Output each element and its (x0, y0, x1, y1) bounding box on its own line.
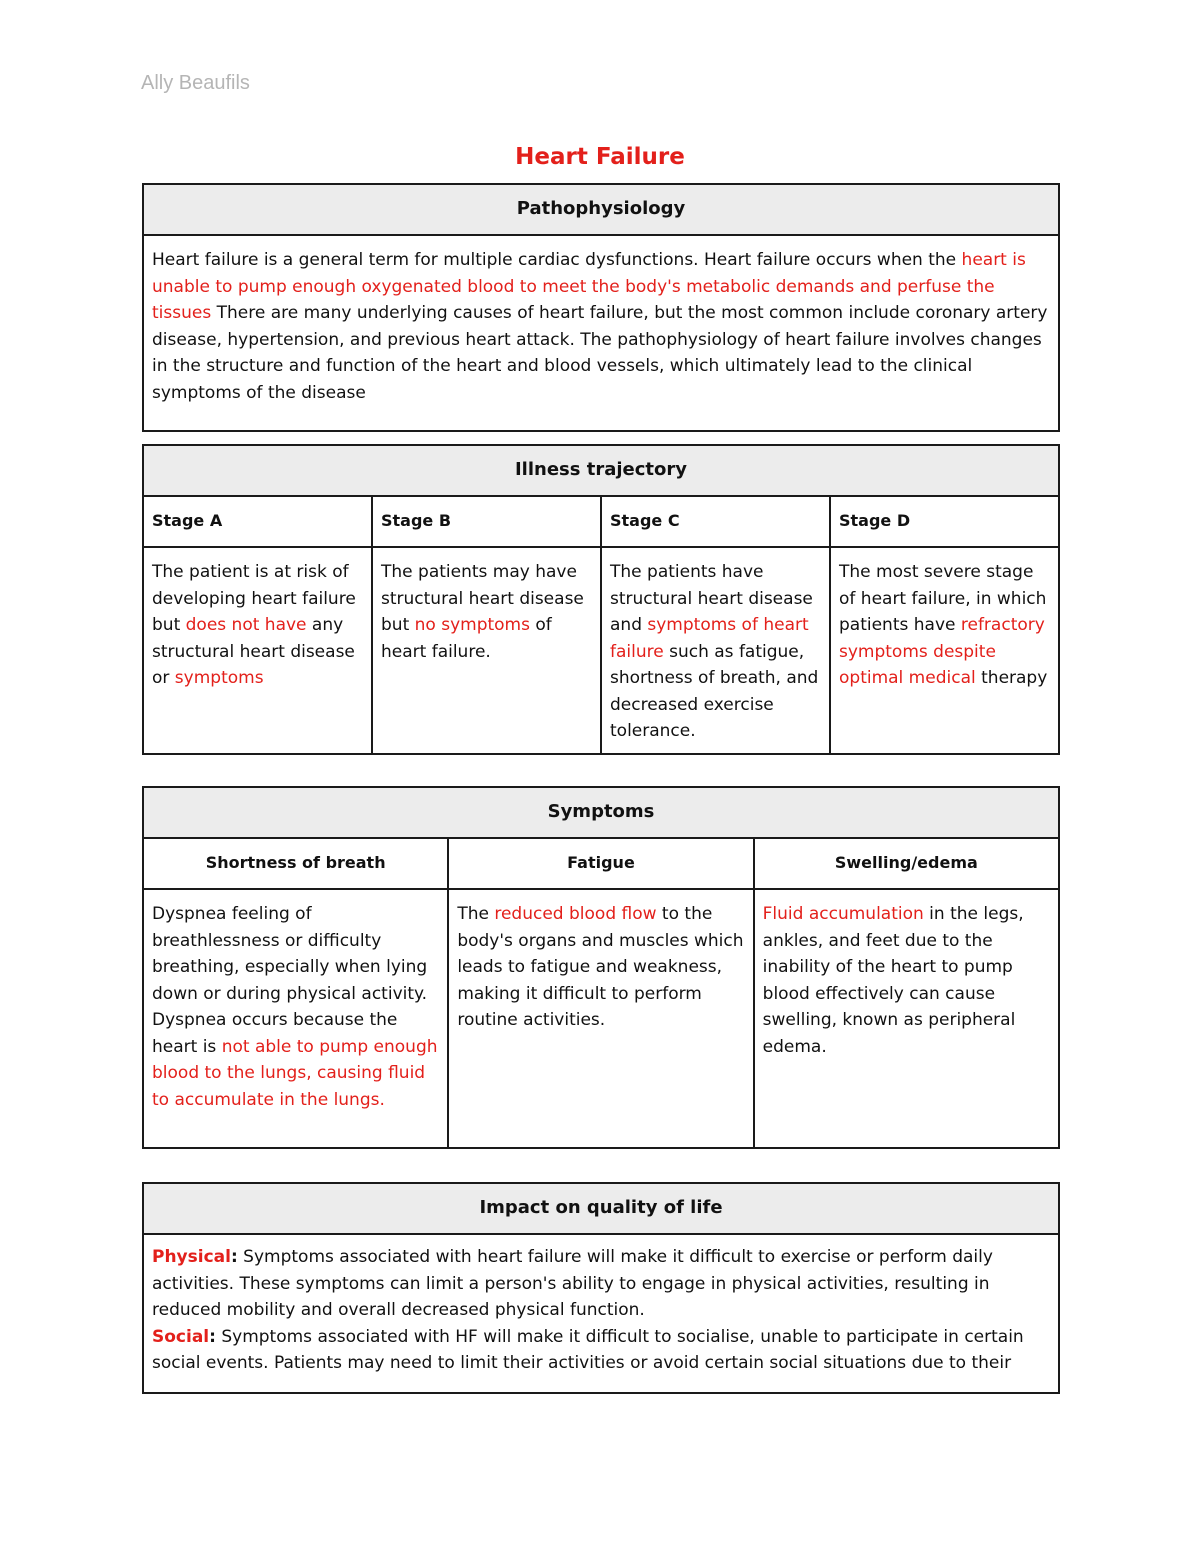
symptom-shortness-of-breath-description (143, 889, 448, 1148)
pathophysiology-text-2: There are many underlying causes of heart failure, but the most common include coronary artery disease, hypertension, and previous heart attack. The pathophysiology of heart failure involves changes in the structure and function of the heart and blood vessels, which ultimately lead to the clinical symptoms of the disease (152, 303, 1048, 403)
stage-b-label: Stage B (372, 496, 601, 547)
pathophysiology-heading: Pathophysiology (143, 184, 1059, 235)
stage-c-description (601, 547, 830, 754)
social-text: Symptoms associated with HF will make it difficult to socialise, unable to participate in certain social events. Patients may need to limit their activities or avoid certain social situations due to their (152, 1326, 1024, 1373)
stage-b-text-1: The patients may have structural heart disease but (381, 562, 584, 635)
physical-text: Symptoms associated with heart failure will make it difficult to exercise or perform daily activities. These symptoms can limit a person's ability to engage in physical activities, resulting in reduced mobility and overall decreased physical function. (152, 1247, 993, 1320)
social-colon: : (209, 1326, 216, 1347)
symptom-swelling-description (754, 889, 1059, 1148)
pathophysiology-body (143, 235, 1059, 431)
trajectory-heading: Illness trajectory (143, 445, 1059, 496)
page-title: Heart Failure (515, 144, 685, 170)
physical-label: Physical (152, 1247, 231, 1267)
sob-text: Dyspnea feeling of breathlessness or difficulty breathing, especially when lying down or during physical activity. Dyspnea occurs because the heart is (152, 904, 428, 1057)
fatigue-text-1: The (457, 904, 495, 924)
quality-heading: Impact on quality of life (143, 1183, 1059, 1234)
stage-d-text-2: therapy (975, 668, 1048, 688)
stage-d-highlight: refractory symptoms despite optimal medical (839, 615, 1045, 688)
quality-table (142, 1182, 1060, 1394)
social-label: Social (152, 1326, 210, 1347)
stage-a-text-2: any structural heart disease or (152, 615, 355, 688)
stage-d-label: Stage D (830, 496, 1059, 547)
stage-a-description (143, 547, 372, 754)
stage-c-text-2: such as fatigue, shortness of breath, and decreased exercise tolerance. (610, 641, 819, 741)
pathophysiology-table (142, 183, 1060, 432)
swelling-highlight: Fluid accumulation (762, 904, 924, 924)
stage-a-label: Stage A (143, 496, 372, 547)
stage-c-text-1: The patients have structural heart disease and (610, 562, 813, 635)
stage-c-highlight: symptoms of heart failure (610, 615, 809, 662)
fatigue-text-2: to the body's organs and muscles which leads to fatigue and weakness, making it difficult to perform routine activities. (457, 904, 744, 1030)
symptom-fatigue-description (448, 889, 753, 1148)
stage-d-description (830, 547, 1059, 754)
pathophysiology-text-1: Heart failure is a general term for multiple cardiac dysfunctions. Heart failure occurs when the (152, 250, 962, 270)
stage-b-text-2: of heart failure. (381, 615, 552, 662)
stage-c-label: Stage C (601, 496, 830, 547)
symptom-swelling-label: Swelling/edema (754, 838, 1059, 889)
pathophysiology-highlight: heart is unable to pump enough oxygenated blood to meet the body's metabolic demands and perfuse the tissues (152, 250, 1026, 323)
stage-a-highlight-1: does not have (185, 615, 307, 635)
stage-a-highlight-2: symptoms (174, 668, 264, 688)
fatigue-highlight: reduced blood flow (494, 904, 657, 924)
stage-d-text-1: The most severe stage of heart failure, in which patients have (839, 562, 1047, 635)
stage-b-description (372, 547, 601, 754)
sob-highlight: not able to pump enough blood to the lungs, causing fluid to accumulate in the lungs. (152, 1036, 438, 1110)
author-name: Ally Beaufils (141, 72, 250, 94)
symptoms-heading: Symptoms (143, 787, 1059, 838)
trajectory-table (142, 444, 1060, 755)
physical-colon: : (230, 1247, 238, 1267)
stage-b-highlight: no symptoms (414, 615, 530, 635)
symptoms-table (142, 786, 1060, 1149)
swelling-text: in the legs, ankles, and feet due to the inability of the heart to pump blood effectively can cause swelling, known as peripheral edema. (762, 904, 1024, 1057)
quality-body (143, 1234, 1059, 1393)
symptom-shortness-of-breath-label: Shortness of breath (143, 838, 448, 889)
stage-a-text-1: The patient is at risk of developing heart failure but (152, 562, 356, 635)
symptom-fatigue-label: Fatigue (448, 838, 753, 889)
